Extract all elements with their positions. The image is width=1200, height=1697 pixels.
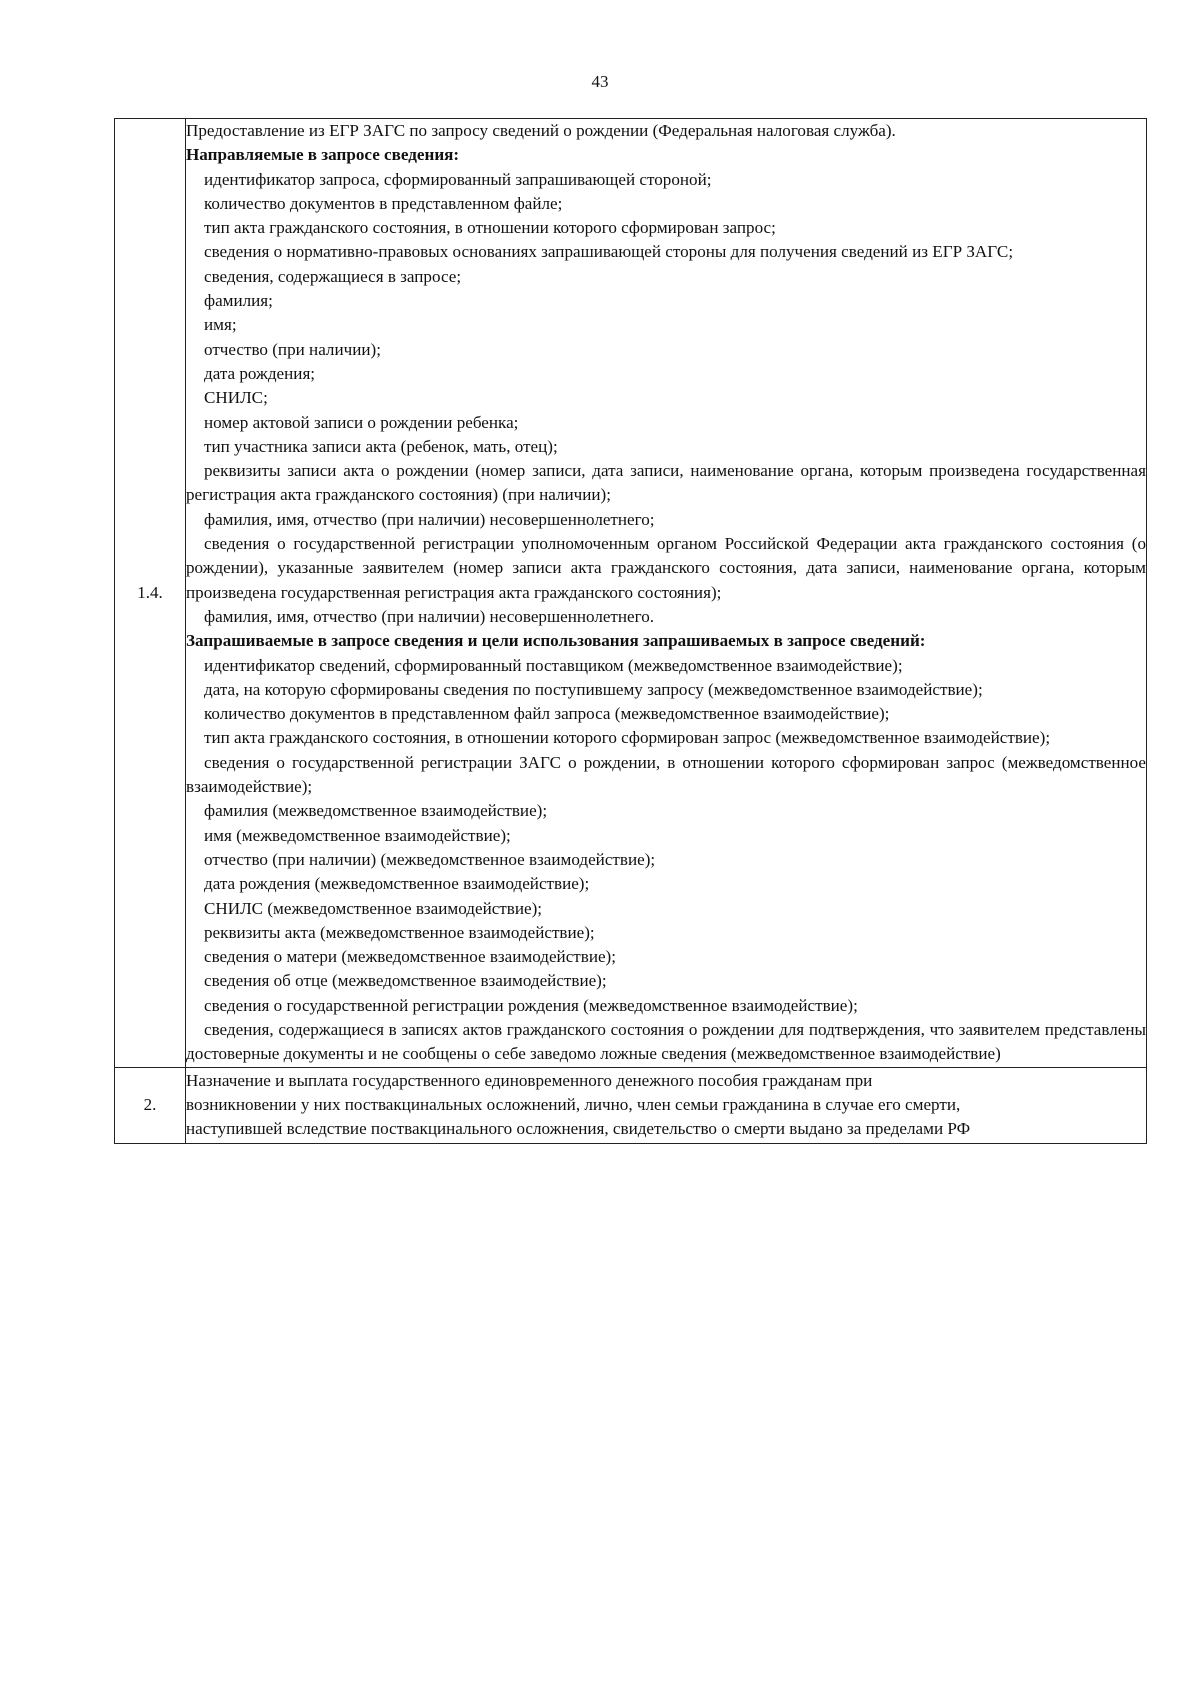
list-item: количество документов в представленном файле; [204,193,563,213]
row-number: 1.4. [115,119,186,1068]
list-item: фамилия, имя, отчество (при наличии) несовершеннолетнего; [204,509,655,529]
list-item: СНИЛС (межведомственное взаимодействие); [204,898,543,918]
row-text-line: наступившей вследствие поствакцинального осложнения, свидетельство о смерти выдано за пределами РФ [186,1118,971,1138]
list-item: тип акта гражданского состояния, в отношении которого сформирован запрос; [204,218,776,238]
list-item: идентификатор запроса, сформированный запрашивающей стороной; [204,169,712,189]
row-number: 2. [115,1067,186,1143]
list-item: СНИЛС; [204,388,268,408]
list-item: дата рождения; [204,363,316,383]
list-item: реквизиты акта (межведомственное взаимодействие); [204,922,595,942]
list-item: дата рождения (межведомственное взаимодействие); [204,874,590,894]
table-row [115,119,1147,1068]
list-item: имя; [204,315,237,335]
requested-list [186,654,1146,1067]
list-item: дата, на которую сформированы сведения по поступившему запросу (межведомственное взаимодействие); [204,679,983,699]
row-content [186,119,1147,1068]
list-item: фамилия; [204,291,273,311]
list-item: сведения о государственной регистрации уполномоченным органом Российской Федерации акта гражданского состояния (о рождении), указанные заявителем (номер записи акта гражданского состояния, дата записи, наименование органа, которым произведена государственная регистрация акта гражданского состояния); [186,534,1146,602]
row-title: Предоставление из ЕГР ЗАГС по запросу сведений о рождении (Федеральная налоговая служба). [186,121,896,140]
list-item: идентификатор сведений, сформированный поставщиком (межведомственное взаимодействие); [204,655,903,675]
list-item: имя (межведомственное взаимодействие); [204,825,511,845]
list-item: количество документов в представленном файл запроса (межведомственное взаимодействие); [204,704,890,724]
list-item: реквизиты записи акта о рождении (номер записи, дата записи, наименование органа, которым произведена государственная регистрация акта гражданского состояния) (при наличии); [186,461,1146,505]
row-content [186,1067,1147,1143]
list-item: тип участника записи акта (ребенок, мать, отец); [204,436,558,456]
list-item: сведения о матери (межведомственное взаимодействие); [204,947,616,967]
list-item: номер актовой записи о рождении ребенка; [204,412,519,432]
row-text-line: возникновении у них поствакцинальных осложнений, лично, член семьи гражданина в случае его смерти, [186,1094,961,1114]
requested-heading: Запрашиваемые в запросе сведения и цели использования запрашиваемых в запросе сведений: [186,631,926,651]
table-row [115,1067,1147,1143]
list-item: сведения о нормативно-правовых основаниях запрашивающей стороны для получения сведений из ЕГР ЗАГС; [204,242,1014,262]
list-item: фамилия (межведомственное взаимодействие); [204,801,548,821]
list-item: сведения, содержащиеся в запросе; [204,266,462,286]
document-table [114,118,1147,1144]
list-item: сведения о государственной регистрации ЗАГС о рождении, в отношении которого сформирован запрос (межведомственное взаимодействие); [186,752,1146,797]
row-text-line: Назначение и выплата государственного единовременного денежного пособия гражданам при [186,1070,873,1090]
page-number: 43 [591,72,609,91]
sent-list [186,168,1146,630]
list-item: сведения о государственной регистрации рождения (межведомственное взаимодействие); [204,995,858,1015]
sent-heading: Направляемые в запросе сведения: [186,145,460,165]
list-item: фамилия, имя, отчество (при наличии) несовершеннолетнего. [204,606,655,626]
list-item: тип акта гражданского состояния, в отношении которого сформирован запрос (межведомственное взаимодействие); [204,728,1051,748]
list-item: отчество (при наличии); [204,339,381,359]
list-item: сведения об отце (межведомственное взаимодействие); [204,971,607,991]
list-item: отчество (при наличии) (межведомственное взаимодействие); [204,849,656,869]
list-item: сведения, содержащиеся в записях актов гражданского состояния о рождении для подтверждения, что заявителем представлены достоверные документы и не сообщены о себе заведомо ложные сведения (межведомственное взаимодействие) [186,1019,1146,1064]
